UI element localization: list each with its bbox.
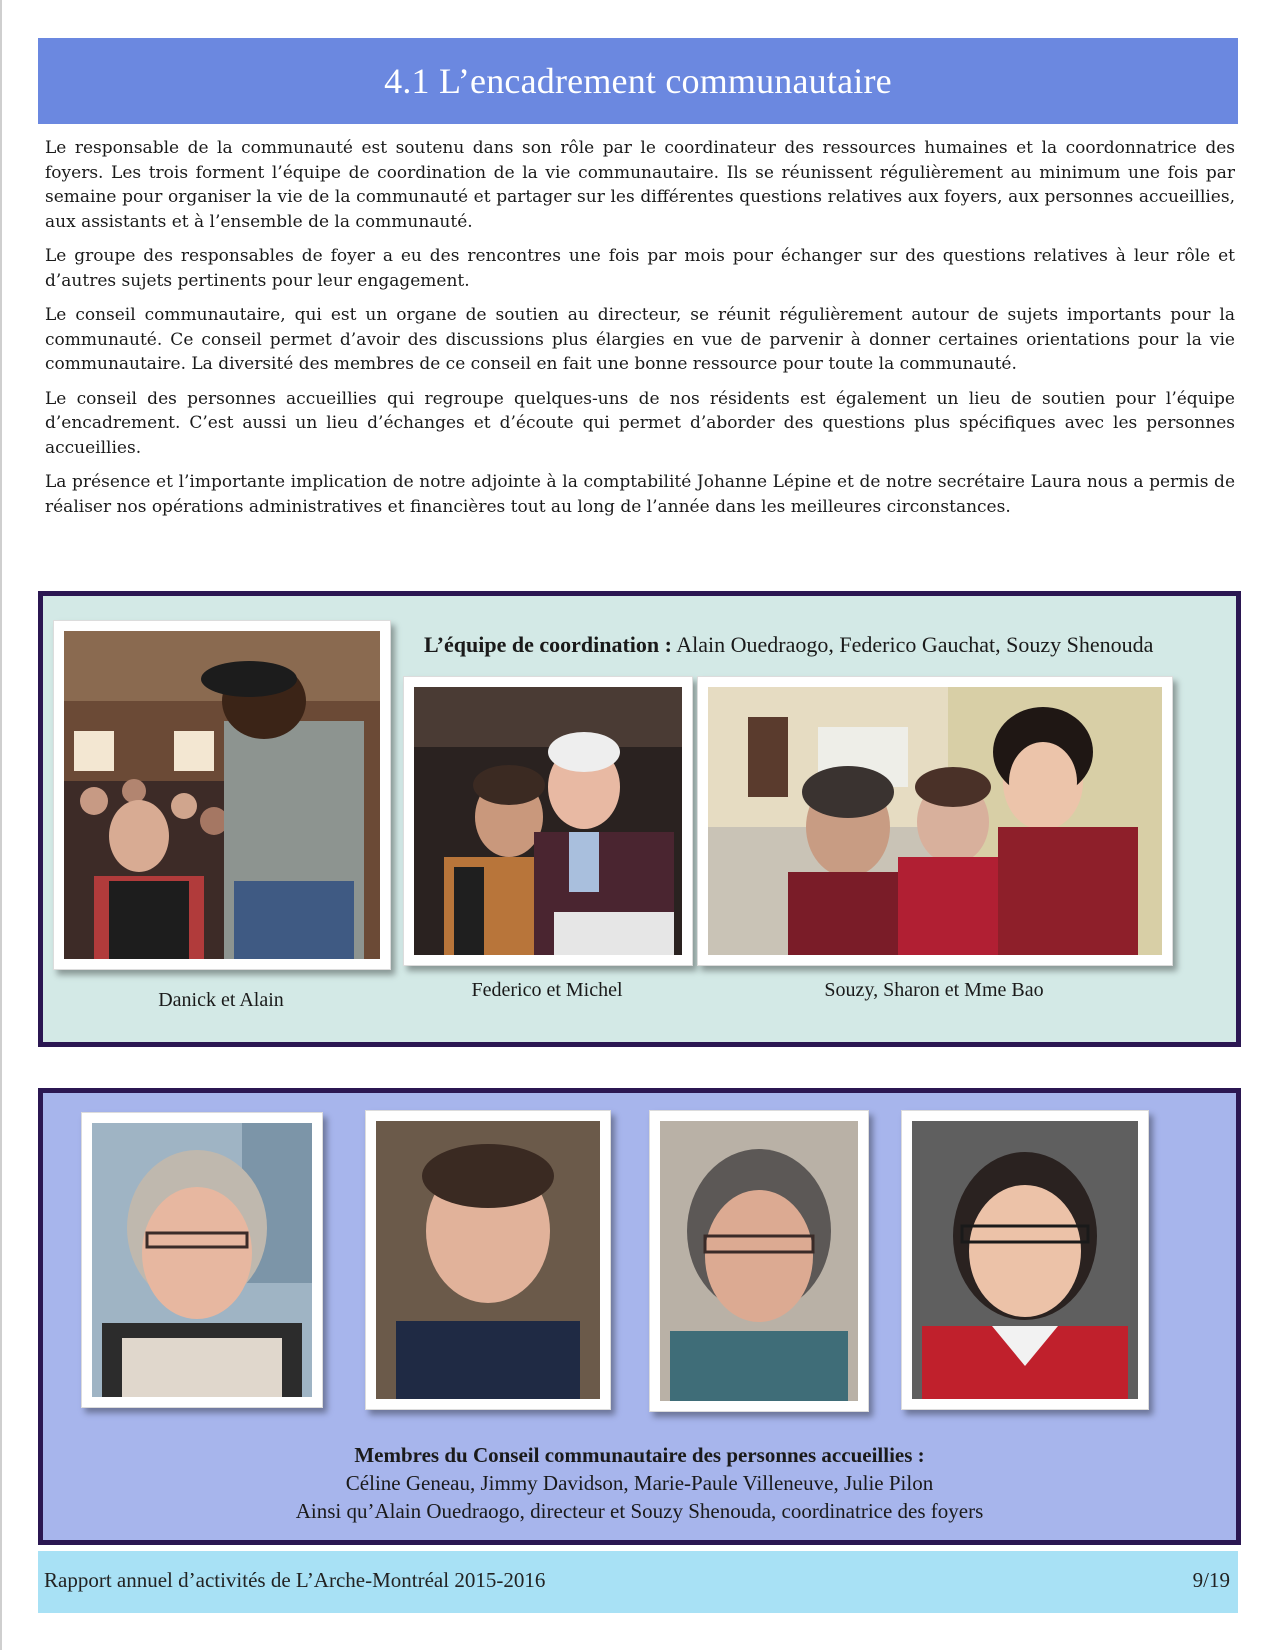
- coordination-heading-label: L’équipe de coordination :: [424, 632, 672, 657]
- photo-frame-souzy-sharon-bao: [697, 676, 1173, 966]
- council-heading: Membres du Conseil communautaire des personnes accueillies :: [354, 1443, 925, 1467]
- coordination-panel: [38, 591, 1241, 1047]
- photo-julie: [912, 1121, 1138, 1399]
- photo-frame-jimmy: [365, 1110, 611, 1410]
- page-footer: [38, 1551, 1238, 1613]
- photo-souzy-sharon-bao: [708, 687, 1162, 955]
- council-panel: [38, 1088, 1241, 1545]
- photo-frame-julie: [901, 1110, 1149, 1410]
- coordination-heading-names: Alain Ouedraogo, Federico Gauchat, Souzy Shenouda: [671, 632, 1154, 657]
- footer-report-title: Rapport annuel d’activités de L’Arche-Montréal 2015-2016: [44, 1568, 546, 1592]
- paragraph: Le responsable de la communauté est soutenu dans son rôle par le coordinateur des ressources humaines et la coordonnatrice des foyers. Les trois forment l’équipe de coordination de la vie communautaire. Ils se réunissent régulièrement au minimum une fois par semaine pour organiser la vie de la communauté et partager sur les différentes questions relatives aux foyers, aux personnes accueillies, aux assistants et à l’ensemble de la communauté.: [45, 138, 1235, 232]
- photo-frame-celine: [81, 1112, 323, 1408]
- photo-federico-michel: [414, 687, 682, 955]
- paragraph: La présence et l’importante implication de notre adjointe à la comptabilité Johanne Lépine et de notre secrétaire Laura nous a permis de réaliser nos opérations administratives et financières tout au long de l’année dans les meilleures circonstances.: [45, 472, 1235, 517]
- caption-danick-alain: Danick et Alain: [158, 989, 284, 1011]
- photo-frame-danick-alain: [53, 620, 391, 970]
- body-text: [45, 136, 1235, 529]
- council-also: Ainsi qu’Alain Ouedraogo, directeur et Souzy Shenouda, coordinatrice des foyers: [295, 1499, 984, 1523]
- page-number: 9/19: [1192, 1568, 1230, 1592]
- photo-jimmy: [376, 1121, 600, 1399]
- paragraph: Le conseil des personnes accueillies qui regroupe quelques-uns de nos résidents est également un lieu de soutien pour l’équipe d’encadrement. C’est aussi un lieu d’échanges et d’écoute qui permet d’aborder des questions plus spécifiques avec les personnes accueillies.: [45, 388, 1235, 458]
- photo-celine: [92, 1123, 312, 1397]
- council-caption: [43, 1441, 1236, 1525]
- page-left-rule: [0, 0, 2, 1650]
- paragraph: Le groupe des responsables de foyer a eu des rencontres une fois par mois pour échanger sur des questions relatives à leur rôle et d’autres sujets pertinents pour leur engagement.: [45, 246, 1235, 291]
- photo-marie-paule: [660, 1121, 858, 1401]
- caption-federico-michel: Federico et Michel: [471, 979, 623, 1001]
- caption-souzy-sharon-bao: Souzy, Sharon et Mme Bao: [824, 979, 1044, 1001]
- coordination-heading: [424, 632, 1153, 658]
- section-title-banner: [38, 38, 1238, 124]
- photo-frame-marie-paule: [649, 1110, 869, 1412]
- section-title: 4.1 L’encadrement communautaire: [384, 61, 892, 101]
- council-members: Céline Geneau, Jimmy Davidson, Marie-Paule Villeneuve, Julie Pilon: [345, 1471, 934, 1495]
- photo-frame-federico-michel: [403, 676, 693, 966]
- paragraph: Le conseil communautaire, qui est un organe de soutien au directeur, se réunit régulièrement autour de sujets importants pour la communauté. Ce conseil permet d’avoir des discussions plus élargies en vue de parvenir à donner certaines orientations pour la vie communautaire. La diversité des membres de ce conseil en fait une bonne ressource pour toute la communauté.: [45, 305, 1235, 374]
- photo-danick-alain: [64, 631, 380, 959]
